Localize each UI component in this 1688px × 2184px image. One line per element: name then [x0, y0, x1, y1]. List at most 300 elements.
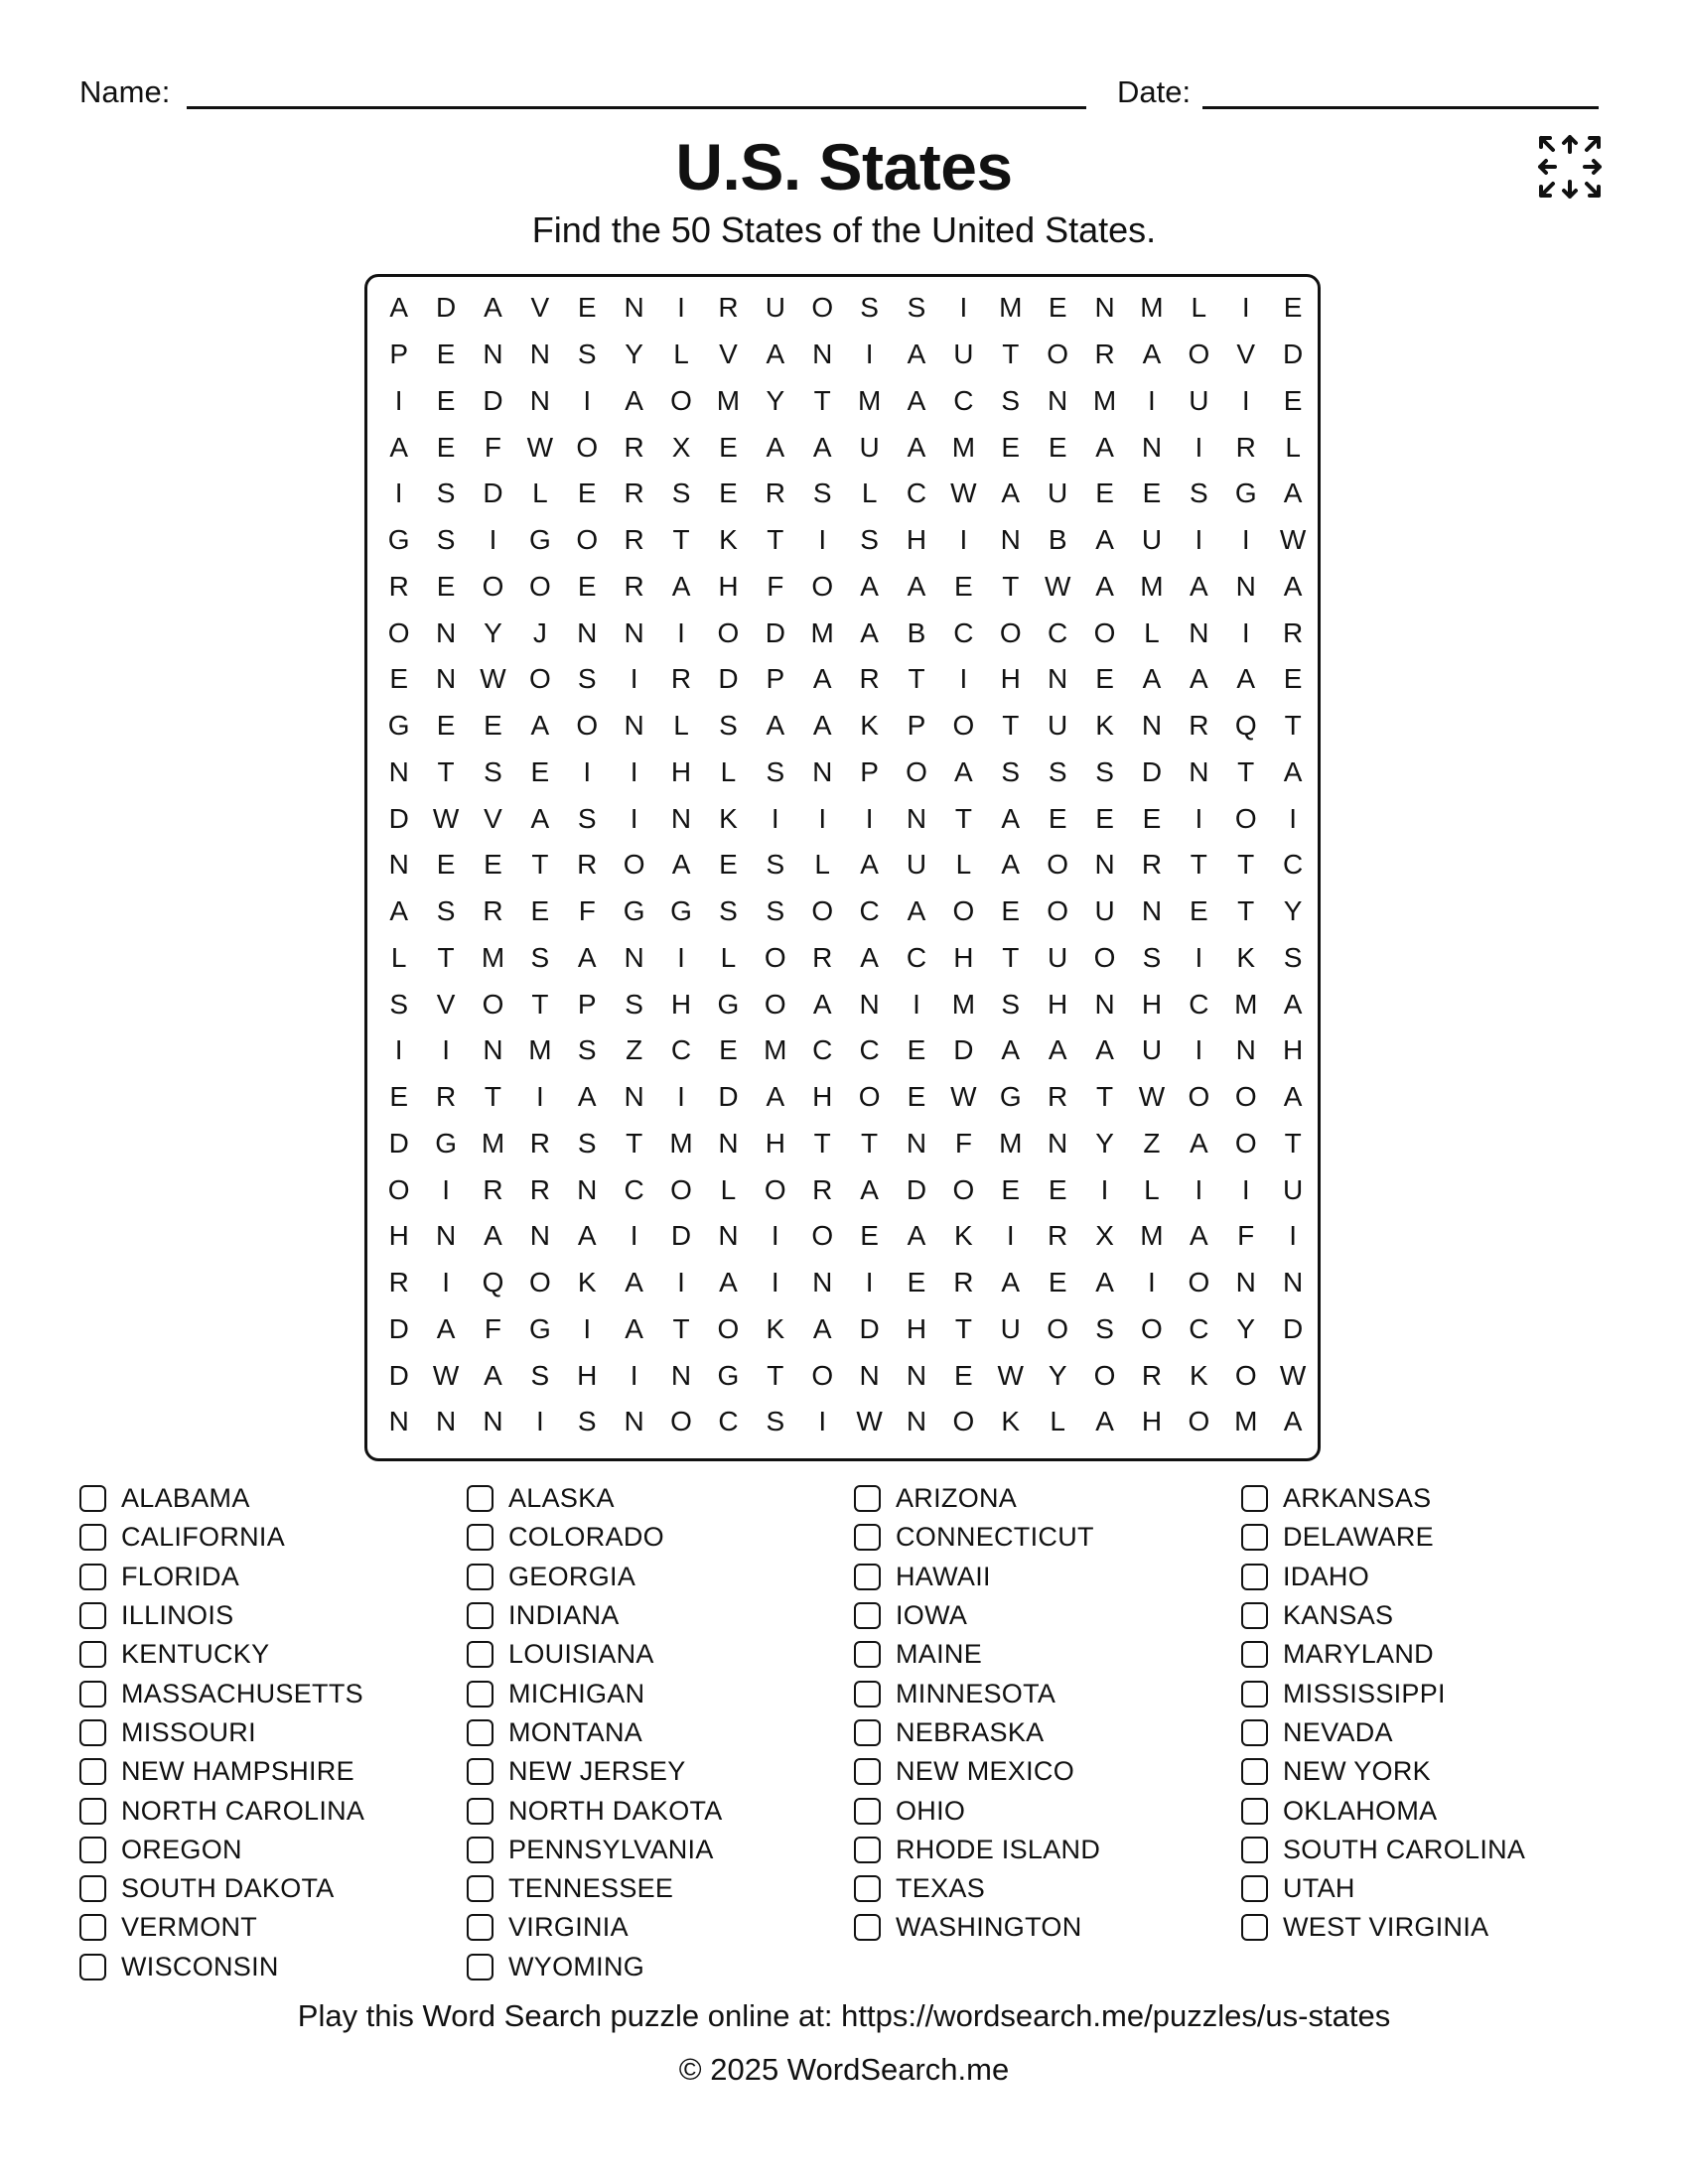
grid-cell[interactable]: R: [812, 941, 833, 973]
grid-cell[interactable]: I: [865, 802, 874, 834]
grid-cell[interactable]: T: [437, 755, 455, 787]
grid-cell[interactable]: C: [953, 616, 974, 648]
word-checkbox[interactable]: [79, 1914, 106, 1941]
grid-cell[interactable]: I: [1195, 431, 1203, 463]
grid-cell[interactable]: I: [1241, 292, 1250, 324]
grid-cell[interactable]: Y: [1236, 1312, 1256, 1344]
grid-cell[interactable]: C: [1189, 1312, 1209, 1344]
grid-cell[interactable]: I: [442, 1267, 450, 1298]
grid-cell[interactable]: N: [812, 755, 833, 787]
grid-cell[interactable]: M: [669, 1127, 693, 1159]
grid-cell[interactable]: L: [955, 849, 972, 881]
word-checkbox[interactable]: [854, 1602, 881, 1629]
grid-cell[interactable]: R: [388, 1267, 409, 1298]
grid-cell[interactable]: A: [1095, 1406, 1114, 1437]
word-list-item[interactable]: [854, 1908, 1241, 1947]
word-checkbox[interactable]: [79, 1524, 106, 1551]
word-checkbox[interactable]: [79, 1564, 106, 1590]
grid-cell[interactable]: O: [952, 1406, 975, 1437]
word-list-item[interactable]: [854, 1831, 1241, 1869]
grid-cell[interactable]: I: [1195, 802, 1203, 834]
grid-cell[interactable]: L: [814, 849, 830, 881]
grid-cell[interactable]: M: [1234, 1406, 1258, 1437]
grid-cell[interactable]: I: [1289, 1220, 1297, 1252]
grid-cell[interactable]: U: [765, 292, 785, 324]
word-list-item[interactable]: [79, 1713, 467, 1752]
word-list-item[interactable]: [1241, 1791, 1628, 1830]
word-list-item[interactable]: [467, 1869, 854, 1908]
grid-cell[interactable]: M: [1140, 1220, 1164, 1252]
grid-cell[interactable]: F: [1237, 1220, 1255, 1252]
grid-cell[interactable]: A: [1283, 570, 1303, 602]
word-list-item[interactable]: [1241, 1596, 1628, 1635]
grid-cell[interactable]: N: [1094, 988, 1115, 1020]
word-checkbox[interactable]: [79, 1485, 106, 1512]
grid-cell[interactable]: O: [811, 292, 834, 324]
grid-cell[interactable]: I: [1241, 1173, 1250, 1205]
grid-cell[interactable]: T: [672, 1312, 690, 1344]
grid-cell[interactable]: G: [528, 524, 551, 556]
grid-cell[interactable]: D: [388, 1127, 409, 1159]
grid-cell[interactable]: E: [1048, 292, 1067, 324]
word-checkbox[interactable]: [854, 1758, 881, 1785]
word-checkbox[interactable]: [1241, 1564, 1268, 1590]
word-list-item[interactable]: [79, 1948, 467, 1986]
grid-cell[interactable]: S: [812, 478, 832, 509]
word-list-item[interactable]: [467, 1948, 854, 1986]
grid-cell[interactable]: T: [954, 1312, 972, 1344]
grid-cell[interactable]: E: [1048, 431, 1067, 463]
grid-cell[interactable]: H: [906, 524, 927, 556]
grid-cell[interactable]: M: [1140, 570, 1164, 602]
word-list-item[interactable]: [79, 1791, 467, 1830]
grid-cell[interactable]: M: [1092, 384, 1117, 416]
grid-cell[interactable]: D: [718, 1081, 739, 1113]
word-list-item[interactable]: [467, 1908, 854, 1947]
grid-cell[interactable]: E: [436, 339, 456, 370]
word-checkbox[interactable]: [467, 1719, 493, 1746]
grid-cell[interactable]: S: [860, 292, 879, 324]
grid-cell[interactable]: R: [1189, 710, 1209, 742]
word-list-item[interactable]: [79, 1908, 467, 1947]
grid-cell[interactable]: O: [764, 988, 786, 1020]
grid-cell[interactable]: S: [766, 755, 785, 787]
grid-cell[interactable]: A: [1001, 1034, 1021, 1066]
grid-cell[interactable]: M: [999, 292, 1023, 324]
grid-cell[interactable]: V: [484, 802, 502, 834]
grid-cell[interactable]: T: [1284, 710, 1302, 742]
grid-cell[interactable]: Y: [1048, 1359, 1067, 1391]
grid-cell[interactable]: A: [1095, 1267, 1114, 1298]
grid-cell[interactable]: E: [1095, 802, 1114, 834]
word-checkbox[interactable]: [1241, 1485, 1268, 1512]
grid-cell[interactable]: T: [1190, 849, 1207, 881]
grid-cell[interactable]: I: [1100, 1173, 1109, 1205]
grid-cell[interactable]: N: [1141, 431, 1163, 463]
word-checkbox[interactable]: [854, 1485, 881, 1512]
grid-cell[interactable]: U: [859, 431, 880, 463]
grid-cell[interactable]: I: [630, 802, 638, 834]
grid-cell[interactable]: L: [720, 755, 737, 787]
grid-cell[interactable]: N: [1141, 710, 1163, 742]
grid-cell[interactable]: N: [388, 1406, 409, 1437]
grid-cell[interactable]: N: [1283, 1267, 1304, 1298]
grid-cell[interactable]: L: [1144, 616, 1160, 648]
grid-cell[interactable]: O: [1047, 339, 1069, 370]
grid-cell[interactable]: O: [528, 663, 551, 695]
grid-cell[interactable]: A: [1048, 1034, 1067, 1066]
name-field[interactable]: [187, 106, 1086, 109]
grid-cell[interactable]: A: [907, 1220, 926, 1252]
grid-cell[interactable]: A: [625, 1267, 643, 1298]
word-list-item[interactable]: [1241, 1869, 1628, 1908]
word-list-item[interactable]: [79, 1752, 467, 1791]
grid-cell[interactable]: O: [1234, 1127, 1257, 1159]
grid-cell[interactable]: S: [436, 895, 456, 927]
grid-cell[interactable]: B: [907, 616, 926, 648]
grid-cell[interactable]: N: [1048, 1127, 1068, 1159]
grid-cell[interactable]: E: [1283, 384, 1303, 416]
grid-cell[interactable]: T: [484, 1081, 502, 1113]
grid-cell[interactable]: A: [577, 1220, 597, 1252]
grid-cell[interactable]: P: [577, 988, 597, 1020]
grid-cell[interactable]: R: [435, 1081, 457, 1113]
grid-cell[interactable]: T: [908, 663, 925, 695]
word-checkbox[interactable]: [467, 1524, 493, 1551]
grid-cell[interactable]: A: [1001, 849, 1021, 881]
grid-cell[interactable]: O: [1093, 1359, 1116, 1391]
word-checkbox[interactable]: [1241, 1602, 1268, 1629]
grid-cell[interactable]: A: [1095, 1034, 1114, 1066]
grid-cell[interactable]: N: [718, 1127, 739, 1159]
grid-cell[interactable]: D: [388, 1359, 409, 1391]
grid-cell[interactable]: E: [389, 663, 409, 695]
grid-cell[interactable]: D: [718, 663, 739, 695]
grid-cell[interactable]: H: [1141, 1406, 1163, 1437]
grid-cell[interactable]: L: [532, 478, 548, 509]
grid-cell[interactable]: S: [530, 1359, 550, 1391]
grid-cell[interactable]: S: [907, 292, 926, 324]
grid-cell[interactable]: E: [860, 1220, 879, 1252]
grid-cell[interactable]: O: [999, 616, 1022, 648]
grid-cell[interactable]: G: [387, 710, 410, 742]
grid-cell[interactable]: M: [951, 431, 976, 463]
grid-cell[interactable]: D: [1283, 339, 1304, 370]
grid-cell[interactable]: H: [388, 1220, 409, 1252]
grid-cell[interactable]: C: [953, 384, 974, 416]
word-list-item[interactable]: [467, 1713, 854, 1752]
grid-cell[interactable]: I: [1006, 1220, 1015, 1252]
grid-cell[interactable]: A: [766, 710, 785, 742]
grid-cell[interactable]: N: [670, 802, 692, 834]
grid-cell[interactable]: I: [959, 663, 968, 695]
grid-cell[interactable]: O: [670, 1406, 692, 1437]
grid-cell[interactable]: D: [483, 384, 503, 416]
grid-cell[interactable]: R: [624, 570, 644, 602]
grid-cell[interactable]: E: [436, 384, 456, 416]
grid-cell[interactable]: S: [766, 895, 785, 927]
grid-cell[interactable]: I: [1289, 802, 1297, 834]
grid-cell[interactable]: E: [530, 755, 550, 787]
grid-cell[interactable]: R: [483, 1173, 503, 1205]
grid-cell[interactable]: I: [1148, 384, 1156, 416]
grid-cell[interactable]: T: [767, 1359, 784, 1391]
grid-cell[interactable]: E: [907, 1267, 926, 1298]
grid-cell[interactable]: L: [673, 710, 689, 742]
grid-cell[interactable]: N: [388, 849, 409, 881]
grid-cell[interactable]: S: [577, 663, 597, 695]
grid-cell[interactable]: K: [719, 524, 738, 556]
grid-cell[interactable]: K: [1236, 941, 1256, 973]
grid-cell[interactable]: H: [670, 988, 692, 1020]
grid-cell[interactable]: H: [765, 1127, 785, 1159]
grid-cell[interactable]: O: [1188, 1406, 1210, 1437]
grid-cell[interactable]: R: [1048, 1081, 1068, 1113]
grid-cell[interactable]: A: [719, 1267, 738, 1298]
letter-grid[interactable]: [375, 285, 1317, 1445]
grid-cell[interactable]: A: [671, 849, 691, 881]
grid-cell[interactable]: N: [624, 292, 644, 324]
word-checkbox[interactable]: [1241, 1914, 1268, 1941]
grid-cell[interactable]: N: [624, 1081, 644, 1113]
grid-cell[interactable]: O: [1047, 849, 1069, 881]
grid-cell[interactable]: A: [812, 988, 832, 1020]
grid-cell[interactable]: E: [954, 570, 973, 602]
word-list-item[interactable]: [854, 1791, 1241, 1830]
grid-cell[interactable]: D: [953, 1034, 974, 1066]
grid-cell[interactable]: S: [671, 478, 691, 509]
grid-cell[interactable]: R: [624, 524, 644, 556]
grid-cell[interactable]: E: [1001, 431, 1021, 463]
grid-cell[interactable]: E: [1048, 802, 1067, 834]
grid-cell[interactable]: D: [483, 478, 503, 509]
grid-cell[interactable]: T: [954, 802, 972, 834]
grid-cell[interactable]: A: [625, 1312, 643, 1344]
word-checkbox[interactable]: [79, 1798, 106, 1825]
word-checkbox[interactable]: [854, 1524, 881, 1551]
grid-cell[interactable]: A: [907, 895, 926, 927]
grid-cell[interactable]: N: [1048, 663, 1068, 695]
word-list-item[interactable]: [79, 1558, 467, 1596]
word-list-item[interactable]: [1241, 1518, 1628, 1557]
grid-cell[interactable]: L: [1144, 1173, 1160, 1205]
grid-cell[interactable]: R: [529, 1173, 550, 1205]
grid-cell[interactable]: N: [435, 616, 457, 648]
word-checkbox[interactable]: [467, 1758, 493, 1785]
grid-cell[interactable]: E: [719, 1034, 738, 1066]
grid-cell[interactable]: M: [1234, 988, 1258, 1020]
grid-cell[interactable]: E: [436, 431, 456, 463]
grid-cell[interactable]: G: [670, 895, 692, 927]
word-checkbox[interactable]: [467, 1602, 493, 1629]
grid-cell[interactable]: S: [577, 1406, 597, 1437]
word-checkbox[interactable]: [1241, 1524, 1268, 1551]
grid-cell[interactable]: F: [954, 1127, 972, 1159]
grid-cell[interactable]: E: [436, 849, 456, 881]
grid-cell[interactable]: A: [1189, 570, 1208, 602]
grid-cell[interactable]: W: [526, 431, 554, 463]
grid-cell[interactable]: I: [959, 292, 968, 324]
grid-cell[interactable]: A: [577, 941, 597, 973]
grid-cell[interactable]: S: [766, 849, 785, 881]
grid-cell[interactable]: S: [577, 1127, 597, 1159]
word-checkbox[interactable]: [467, 1681, 493, 1707]
grid-cell[interactable]: N: [812, 339, 833, 370]
grid-cell[interactable]: K: [1001, 1406, 1021, 1437]
grid-cell[interactable]: G: [435, 1127, 457, 1159]
grid-cell[interactable]: G: [717, 988, 740, 1020]
grid-cell[interactable]: V: [1236, 339, 1256, 370]
grid-cell[interactable]: N: [388, 755, 409, 787]
grid-cell[interactable]: O: [1234, 1359, 1257, 1391]
grid-cell[interactable]: E: [719, 478, 738, 509]
grid-cell[interactable]: O: [858, 1081, 881, 1113]
grid-cell[interactable]: A: [860, 1173, 879, 1205]
grid-cell[interactable]: V: [719, 339, 738, 370]
word-checkbox[interactable]: [467, 1641, 493, 1668]
grid-cell[interactable]: E: [436, 570, 456, 602]
grid-cell[interactable]: S: [577, 1034, 597, 1066]
grid-cell[interactable]: A: [907, 431, 926, 463]
grid-cell[interactable]: E: [389, 1081, 409, 1113]
word-list-item[interactable]: [854, 1479, 1241, 1518]
grid-cell[interactable]: G: [717, 1359, 740, 1391]
grid-cell[interactable]: N: [435, 1220, 457, 1252]
grid-cell[interactable]: S: [719, 895, 738, 927]
grid-cell[interactable]: A: [907, 339, 926, 370]
grid-cell[interactable]: F: [767, 570, 784, 602]
grid-cell[interactable]: L: [1191, 292, 1207, 324]
grid-cell[interactable]: A: [389, 895, 409, 927]
grid-cell[interactable]: A: [1142, 663, 1162, 695]
grid-cell[interactable]: O: [1188, 339, 1210, 370]
grid-cell[interactable]: N: [1000, 524, 1021, 556]
word-list-item[interactable]: [79, 1831, 467, 1869]
grid-cell[interactable]: I: [1195, 1173, 1203, 1205]
grid-cell[interactable]: A: [484, 1359, 502, 1391]
grid-cell[interactable]: N: [435, 1406, 457, 1437]
word-checkbox[interactable]: [854, 1798, 881, 1825]
grid-cell[interactable]: O: [482, 988, 504, 1020]
grid-cell[interactable]: E: [954, 1359, 973, 1391]
grid-cell[interactable]: Y: [484, 616, 502, 648]
word-list-item[interactable]: [79, 1479, 467, 1518]
grid-cell[interactable]: M: [716, 384, 741, 416]
grid-cell[interactable]: A: [812, 1312, 832, 1344]
grid-cell[interactable]: A: [954, 755, 973, 787]
grid-cell[interactable]: L: [1050, 1406, 1065, 1437]
grid-cell[interactable]: A: [389, 431, 409, 463]
grid-cell[interactable]: U: [1048, 710, 1068, 742]
grid-cell[interactable]: A: [766, 431, 785, 463]
grid-cell[interactable]: A: [766, 339, 785, 370]
grid-cell[interactable]: K: [577, 1267, 597, 1298]
grid-cell[interactable]: I: [865, 1267, 874, 1298]
grid-cell[interactable]: C: [906, 941, 927, 973]
grid-cell[interactable]: O: [952, 710, 975, 742]
grid-cell[interactable]: O: [1188, 1081, 1210, 1113]
grid-cell[interactable]: D: [388, 1312, 409, 1344]
word-checkbox[interactable]: [79, 1641, 106, 1668]
grid-cell[interactable]: I: [394, 1034, 403, 1066]
word-list-item[interactable]: [467, 1479, 854, 1518]
grid-cell[interactable]: X: [671, 431, 691, 463]
word-list-item[interactable]: [1241, 1908, 1628, 1947]
grid-cell[interactable]: A: [766, 1081, 785, 1113]
grid-cell[interactable]: H: [1283, 1034, 1304, 1066]
grid-cell[interactable]: P: [860, 755, 879, 787]
grid-cell[interactable]: I: [1241, 384, 1250, 416]
grid-cell[interactable]: N: [1094, 292, 1115, 324]
grid-cell[interactable]: A: [1142, 339, 1162, 370]
grid-cell[interactable]: N: [529, 1220, 550, 1252]
grid-cell[interactable]: G: [528, 1312, 551, 1344]
grid-cell[interactable]: N: [1235, 570, 1256, 602]
grid-cell[interactable]: A: [1283, 1406, 1303, 1437]
grid-cell[interactable]: O: [1093, 616, 1116, 648]
grid-cell[interactable]: R: [1141, 1359, 1163, 1391]
grid-cell[interactable]: A: [1001, 802, 1021, 834]
grid-cell[interactable]: L: [390, 941, 407, 973]
grid-cell[interactable]: I: [677, 292, 685, 324]
word-list-item[interactable]: [1241, 1713, 1628, 1752]
word-checkbox[interactable]: [854, 1837, 881, 1863]
grid-cell[interactable]: T: [531, 988, 549, 1020]
word-checkbox[interactable]: [79, 1719, 106, 1746]
grid-cell[interactable]: S: [766, 1406, 785, 1437]
grid-cell[interactable]: O: [528, 1267, 551, 1298]
grid-cell[interactable]: A: [860, 616, 879, 648]
grid-cell[interactable]: R: [670, 663, 692, 695]
word-list-item[interactable]: [1241, 1558, 1628, 1596]
grid-cell[interactable]: O: [576, 710, 599, 742]
grid-cell[interactable]: O: [623, 849, 645, 881]
grid-cell[interactable]: N: [435, 663, 457, 695]
grid-cell[interactable]: S: [1283, 941, 1303, 973]
word-checkbox[interactable]: [79, 1954, 106, 1980]
grid-cell[interactable]: N: [577, 616, 598, 648]
grid-cell[interactable]: C: [1283, 849, 1304, 881]
word-list-item[interactable]: [1241, 1479, 1628, 1518]
grid-cell[interactable]: O: [764, 1173, 786, 1205]
grid-cell[interactable]: A: [907, 384, 926, 416]
grid-cell[interactable]: U: [1048, 478, 1068, 509]
word-checkbox[interactable]: [1241, 1875, 1268, 1902]
grid-cell[interactable]: V: [530, 292, 550, 324]
grid-cell[interactable]: A: [1283, 755, 1303, 787]
grid-cell[interactable]: W: [950, 478, 977, 509]
grid-cell[interactable]: N: [906, 1359, 927, 1391]
grid-cell[interactable]: A: [671, 570, 691, 602]
grid-cell[interactable]: M: [951, 988, 976, 1020]
grid-cell[interactable]: V: [436, 988, 456, 1020]
grid-cell[interactable]: O: [1047, 1312, 1069, 1344]
grid-cell[interactable]: I: [818, 802, 827, 834]
grid-cell[interactable]: S: [860, 524, 879, 556]
grid-cell[interactable]: U: [953, 339, 974, 370]
grid-cell[interactable]: I: [677, 616, 685, 648]
grid-cell[interactable]: Y: [766, 384, 785, 416]
grid-cell[interactable]: N: [1235, 1034, 1256, 1066]
grid-cell[interactable]: N: [718, 1220, 739, 1252]
grid-cell[interactable]: W: [1044, 570, 1071, 602]
grid-cell[interactable]: A: [530, 802, 550, 834]
grid-cell[interactable]: Y: [1283, 895, 1303, 927]
grid-cell[interactable]: Y: [1095, 1127, 1114, 1159]
grid-cell[interactable]: S: [1142, 941, 1162, 973]
grid-cell[interactable]: N: [1141, 895, 1163, 927]
grid-cell[interactable]: N: [906, 1406, 927, 1437]
